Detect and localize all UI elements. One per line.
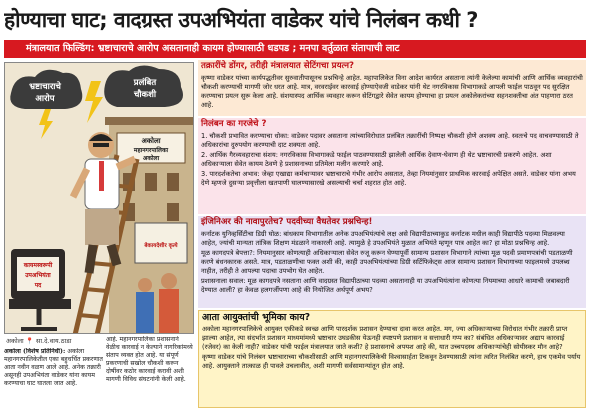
section-paragraph: अकोला महानगरपालिकेचे आयुक्त एकीकडे स्वच्छ आणि पारदर्शक प्रशासन देण्याचा दावा करत आहेत. मग, ज्या अधिकाऱ्याच्या विरोधात गंभीर तक्रारी प्राप्त झाल्या आहेत, त्या संदर्भात प्रशासन माध्यमांमध्ये भ्रष्टाचार उघडकीस येऊनही स्पष्टपणे प्रशासन व सत्ताधारी गप्प का? संबंधित अधिकाऱ्यावर अद्याप कारवाई (रजेवर) का केली नाही? वाडेकर यांची फाईल मंत्रालयात जाते कशी? हे प्रशासनाचे अपयश आहे की, यात उच्चपदस्थ अधिकाऱ्यांचेही सोयीस्कर मौन आहे? [202, 325, 568, 351]
section-title: इंजिनिअर की नावापुरतेच? पदवीच्या वैधतेवर प्रश्नचिन्ह! [201, 217, 373, 227]
cloud-left-line-1: भ्रष्टाचाराचे [29, 82, 61, 92]
chair-sign-line-3: पद [34, 282, 42, 289]
subheadline-ribbon: मंत्रालयात फिल्डिंग: भ्रष्टाचाराचे आरोप असतानाही कायम होण्यासाठी धडपड ; मनपा वर्तुळात संतापाची लाट [4, 40, 586, 58]
section-paragraph: मूळ कागदपत्रे बेपत्ता?: नियमानुसार कोणत्याही अधिकाऱ्याला सेवेत रुजू करून घेण्यापूर्वी सामान्य प्रशासन विभागाने त्यांच्या मूळ पदवी प्रमाणपत्रांची पडताळणी करणे बंधनकारक असते. मात्र, पडताळणीचा फक्त अशी की, काही उपअभियंत्यांच्या डिग्री सर्टिफिकेट्स आज सामान्य प्रशासन विभागाच्या फाइलमध्ये उपलब्ध नाहीत, तरीही ते आपल्या पदाचा उपभोग घेत आहेत. [201, 249, 573, 275]
left-column-text: अकोला महानगरपालिकेतील एका बहुचर्चित प्रकरणात आता नवीन वळण आले आहे. अनेक तक्रारी असूनही उपअभियंता वाडेकर यांना कायम करण्याचा घाट घातला जात आहे. [4, 348, 103, 387]
section-title: आता आयुक्तांची भूमिका काय? [202, 312, 311, 323]
section-paragraph: प्रशासनाला सवाल: मूळ कागदपत्रे नसताना आणि वादग्रस्त विद्यापीठाच्या पदव्या असतानाही या उपअभियंत्यांना कोणत्या नियमाच्या आधारे कामाची जबाबदारी देण्यात आली? हा केवळ हलगर्जीपणा आहे की नियोजित अर्थपूर्ण अभय? [201, 277, 570, 294]
left-article-column [4, 348, 104, 408]
section-paragraph: कृष्णा वाडेकर यांचे निलंबन भ्रष्टाचाराच्या चौकशीसाठी आणि महानगरपालिकेची विश्वासार्हता टिकवून ठेवण्यासाठी त्यांना त्वरित निलंबित करणे, हाच एकमेव पर्याय आहे. आयुक्ताने तात्काळ ही पावले उचलावीत, अशी मागणी सर्वसामान्यांतून होत आहे. [202, 353, 581, 370]
file-label: बेकायदेशीर कृत्ये [144, 243, 178, 249]
chair-sign-line-1: कायमस्वरूपी [23, 262, 53, 269]
section-paragraph: कृष्णा वाडेकर यांच्या कार्यपद्धतीवर सुरुवातीपासूनच प्रश्नचिन्हे आहेत. महापालिकेत विना आदेश कार्यरत असताना त्यांनी केलेल्या कामांची आणि आर्थिक व्यवहारांची चौकशी करण्याची मागणी जोर धरत आहे. मात्र, वरवराईवर कारवाई होण्याऐवजी वाडेकर यांनी थेट नगरविकास विभागाकडे आपली फाईल पाठवून पद सुरक्षित करण्याचा प्रयत्न सुरू केला आहे. संशयास्पद आर्थिक व्यवहार करून सेटिंगद्वारे सेवेत कायम होण्याचा हा प्रयत्न अकोलेकरांच्या सहनशक्तीचा अंत पाहणारा ठरत आहे. [201, 74, 583, 109]
building-sign-line-2: महानगरपालिका [133, 147, 169, 154]
section-complaints [198, 60, 586, 116]
cloud-right-line-2: चौकशी [133, 90, 157, 100]
headline: होण्याचा घाट; वादग्रस्त उपअभियंता वाडेकर यांचे निलंबन कधी ? [4, 8, 478, 32]
cartoon-illustration [5, 63, 194, 334]
section-title: तक्रारींचे डोंगर, तरीही मंत्रालयात सेटिंगचा प्रयत्न? [201, 61, 354, 71]
section-paragraph: 3. पारदर्शकतेचा अभाव: जेव्हा एखाद्या कर्मचाऱ्यावर भ्रष्टाचाराचे गंभीर आरोप असतात, तेव्हा नियमांनुसार प्राथमिक कारवाई अपेक्षित असते. वाडेकर यांना अभय देणे म्हणजे दुसऱ्या प्रवृत्तीला खतपाणी घालण्यासारखे असल्याची चर्चा शहरात होत आहे. [201, 170, 576, 187]
section-suspension-needed [198, 118, 586, 214]
mid-article-column [106, 336, 194, 408]
section-paragraph: 2. आर्थिक गैरव्यवहाराचा संशय: नगरविकास विभागाकडे फाईल पाठवण्यासाठी झालेली आर्थिक देवाण-घेवाण ही थेट भ्रष्टाचारची प्रकरणे आहेत. अशा अधिकाऱ्याला सेवेत कायम ठेवणे हे प्रशासनाच्या प्रतिमेला मलीन करणारे आहे. [201, 151, 552, 168]
cloud-right-line-1: प्रलंबित [133, 78, 157, 88]
bystander [138, 278, 152, 292]
cloud-left-line-2: आरोप [35, 94, 55, 104]
bystander [161, 273, 177, 289]
section-title: निलंबन का गरजेचे ? [201, 119, 267, 129]
section-paragraph: कर्नाटक युनिव्हर्सिटीचा डिग्री घोळ: बांधकाम विभागातील अनेक उपअभियंत्यांचे लक्ष असे विद्यापीठाच्याकुड कर्नाटक मधील काही विद्यापीठे पदव्या मिळवल्या आहेत, ज्यांची मान्यता तांत्रिक शिक्षण मंडळाने नाकारली आहे. त्यामुळे हे उपअभियंते मुळात अभियंते म्हणून पात्र आहेत का? हा मोठा प्रश्नचिन्ह आहे. [201, 230, 565, 247]
mid-column-text: आहे. महानगरपालिका प्रशासनाने वेळीच कारवाई न केल्याने नागरिकांमध्ये संताप व्यक्त होत आहे. या संपूर्ण प्रकरणाची सखोल चौकशी करून दोषींवर कठोर कारवाई करावी अशी मागणी विविध संघटनांनी केली आहे. [106, 336, 193, 383]
chair-sign-line-2: उपअभियंता [25, 272, 51, 279]
dateline: अकोला (विशेष प्रतिनिधी): [4, 348, 66, 355]
building-sign-line-1: अकोला [141, 137, 161, 145]
editorial-cartoon [4, 62, 194, 334]
section-paragraph: 1. चौकशी प्रभावित करण्याचा धोका: वाडेकर पदावर असताना त्यांच्याविरोधात प्रलंबित तक्रारींची निष्पक्ष चौकशी होणे अशक्य आहे. स्वतःचे पद वाचवण्यासाठी ते अधिकारांचा दुरुपयोग करण्याची दाट शक्यता आहे. [201, 132, 579, 149]
section-commissioner-role [198, 310, 586, 408]
photo-credit: अकोला 📍 सा.दे.वाय.ठाडा [6, 337, 72, 345]
section-degree-validity [198, 216, 586, 308]
building-sign-line-3: अकोला [142, 155, 160, 162]
